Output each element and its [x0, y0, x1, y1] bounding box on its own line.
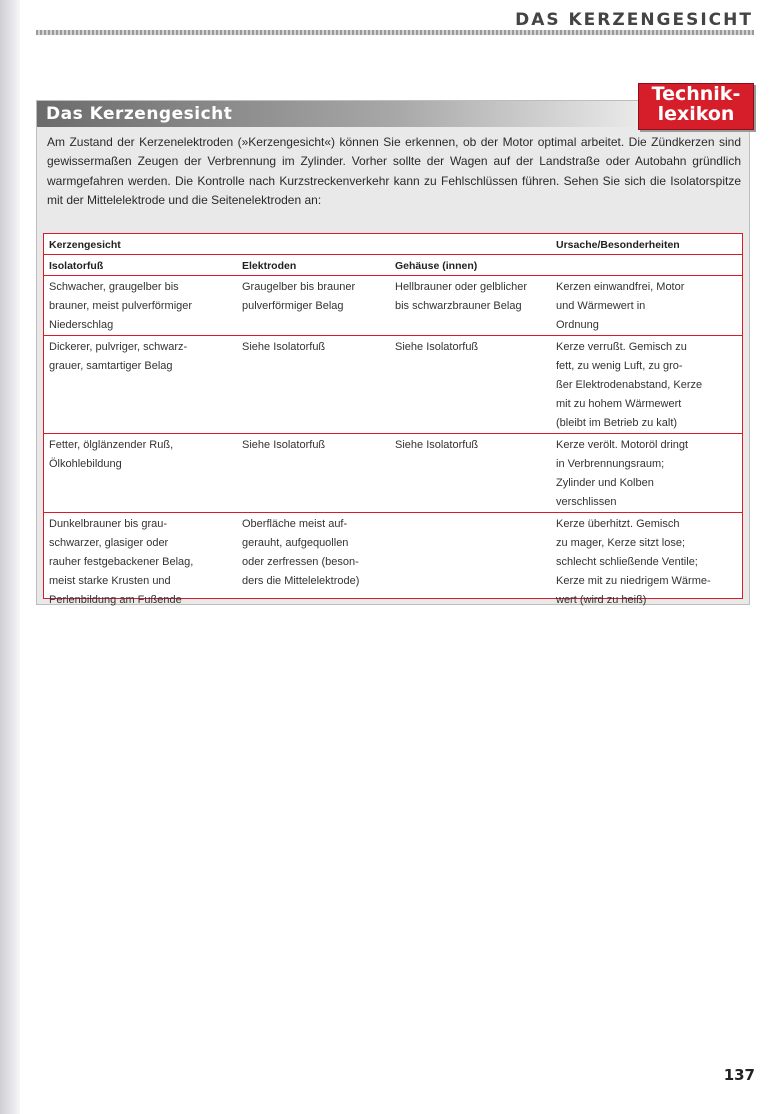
table-row [44, 336, 742, 434]
table-row [44, 434, 742, 513]
cell-isolator: Fetter, ölglänzender Ruß, Ölkohlebildung [44, 434, 237, 513]
column-header-isolator: Isolatorfuß [44, 255, 237, 276]
info-box [36, 100, 750, 605]
badge-line-1: Technik- [651, 83, 741, 105]
running-head: DAS KERZENGESICHT [515, 10, 753, 30]
cell-isolator: Schwacher, graugelber bis brauner, meist pulverförmiger Niederschlag [49, 281, 193, 331]
cell-housing: Hellbrauner oder gelblicher bis schwarzbrauner Belag [395, 281, 528, 312]
spark-plug-table [43, 233, 743, 606]
cell-housing: Siehe Isolatorfuß [390, 336, 551, 434]
cause-header: Ursache/Besonderheiten [551, 234, 742, 255]
cell-isolator: Dickerer, pulvriger, schwarz- grauer, samtartiger Belag [44, 336, 237, 434]
table-row [44, 513, 742, 614]
box-title-bar [37, 101, 637, 127]
cell-cause: Kerze verölt. Motoröl dringt in Verbrennungsraum; Zylinder und Kolben verschlissen [551, 434, 742, 513]
cell-cause: Kerze verrußt. Gemisch zu fett, zu wenig Luft, zu gro- ßer Elektrodenabstand, Kerze mit zu hohem Wärmewert (bleibt im Betrieb zu kalt) [551, 336, 742, 434]
technik-lexikon-badge [638, 83, 754, 130]
book-gutter [0, 0, 20, 1114]
column-header-housing: Gehäuse (innen) [390, 255, 551, 276]
cell-housing [390, 513, 551, 614]
page-number: 137 [723, 1066, 755, 1084]
badge-line-2: lexikon [657, 103, 735, 125]
column-header-electrodes: Elektroden [237, 255, 390, 276]
column-header-cause-spacer [551, 255, 742, 276]
header-rule [36, 30, 754, 35]
box-title: Das Kerzengesicht [46, 104, 233, 124]
cell-electrodes: Siehe Isolatorfuß [237, 336, 390, 434]
intro-paragraph: Am Zustand der Kerzenelektroden (»Kerzengesicht«) können Sie erkennen, ob der Motor optimal arbeitet. Die Zündkerzen sind gewissermaßen Zeugen der Verbrennung im Zylinder. Vorher sollte der Wagen auf der Landstraße oder Autobahn gründlich warmgefahren werden. Die Kontrolle nach Kurzstreckenverkehr kann zu Fehlschlüssen führen. Sehen Sie sich die Isolatorspitze mit der Mittelelektrode und die Seitenelektroden an: [47, 135, 741, 207]
cell-electrodes: Oberfläche meist auf- gerauht, aufgequollen oder zerfressen (beson- ders die Mittelelektrode) [237, 513, 390, 614]
cell-housing: Siehe Isolatorfuß [390, 434, 551, 513]
table-column-header-row [44, 255, 742, 276]
table-group-header-row [44, 234, 742, 255]
group-header: Kerzengesicht [44, 234, 551, 255]
cell-cause: Kerze überhitzt. Gemisch zu mager, Kerze sitzt lose; schlecht schließende Ventile; Kerze mit zu niedrigem Wärme- wert (wird zu heiß) [551, 513, 742, 614]
cell-cause: Kerzen einwandfrei, Motor und Wärmewert in Ordnung [556, 281, 685, 331]
cell-isolator: Dunkelbrauner bis grau- schwarzer, glasiger oder rauher festgebackener Belag, meist starke Krusten und Perlenbildung am Fußende [44, 513, 237, 614]
cell-electrodes: Graugelber bis brauner pulverförmiger Belag [242, 281, 356, 312]
cell-electrodes: Siehe Isolatorfuß [237, 434, 390, 513]
table-row [44, 276, 742, 336]
